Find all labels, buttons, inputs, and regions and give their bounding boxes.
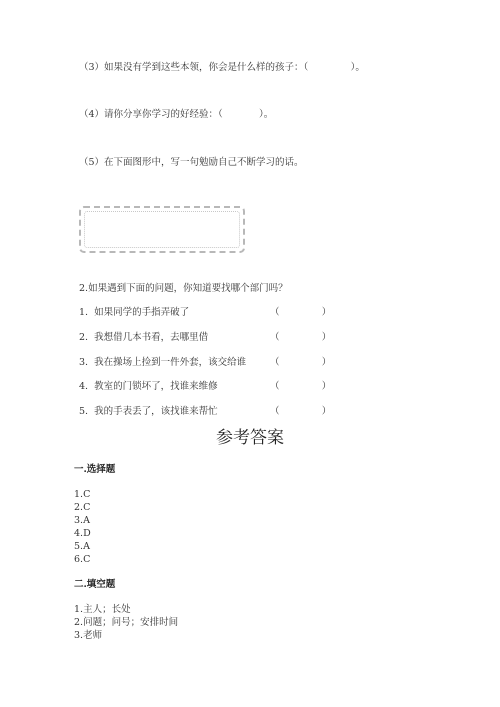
answer-blank: （ ） xyxy=(270,357,332,368)
list-item-text: 4. 教室的门锁坏了，找谁来维修 xyxy=(79,381,218,392)
choice-answer: 3.A xyxy=(74,515,90,526)
choice-heading: 一.选择题 xyxy=(74,464,116,475)
list-item-text: 2. 我想借几本书看，去哪里借 xyxy=(79,332,209,343)
answers-title: 参考答案 xyxy=(216,428,284,448)
choice-answer: 5.A xyxy=(74,541,90,552)
fill-answer: 1.主人；长处 xyxy=(74,604,131,615)
list-item-text: 5. 我的手表丢了，该找谁来帮忙 xyxy=(79,406,218,417)
choice-answer: 4.D xyxy=(74,528,91,539)
question-3: （3）如果没有学到这些本领，你会是什么样的孩子：（ ）。 xyxy=(79,62,365,73)
motto-frame xyxy=(79,206,245,253)
choice-answer: 1.C xyxy=(74,489,91,500)
section-2-title: 2.如果遇到下面的问题，你知道要找哪个部门吗？ xyxy=(79,283,288,294)
choice-answer: 6.C xyxy=(74,554,91,565)
fill-answer: 2.问题；问号；安排时间 xyxy=(74,617,179,628)
choice-answer: 2.C xyxy=(74,502,91,513)
list-item-text: 1. 如果同学的手指弄破了 xyxy=(79,307,190,318)
fill-answer: 3.老师 xyxy=(74,630,103,641)
question-4: （4）请你分享你学习的好经验：（ ）。 xyxy=(79,109,274,120)
fill-heading: 二.填空题 xyxy=(74,579,116,590)
answer-blank: （ ） xyxy=(270,406,332,417)
motto-frame-inner xyxy=(84,211,240,248)
question-5: （5）在下面图形中，写一句勉励自己不断学习的话。 xyxy=(79,157,304,168)
answer-blank: （ ） xyxy=(270,307,332,318)
answer-blank: （ ） xyxy=(270,332,332,343)
list-item-text: 3. 我在操场上捡到一件外套，该交给谁 xyxy=(79,357,247,368)
answer-blank: （ ） xyxy=(270,381,332,392)
